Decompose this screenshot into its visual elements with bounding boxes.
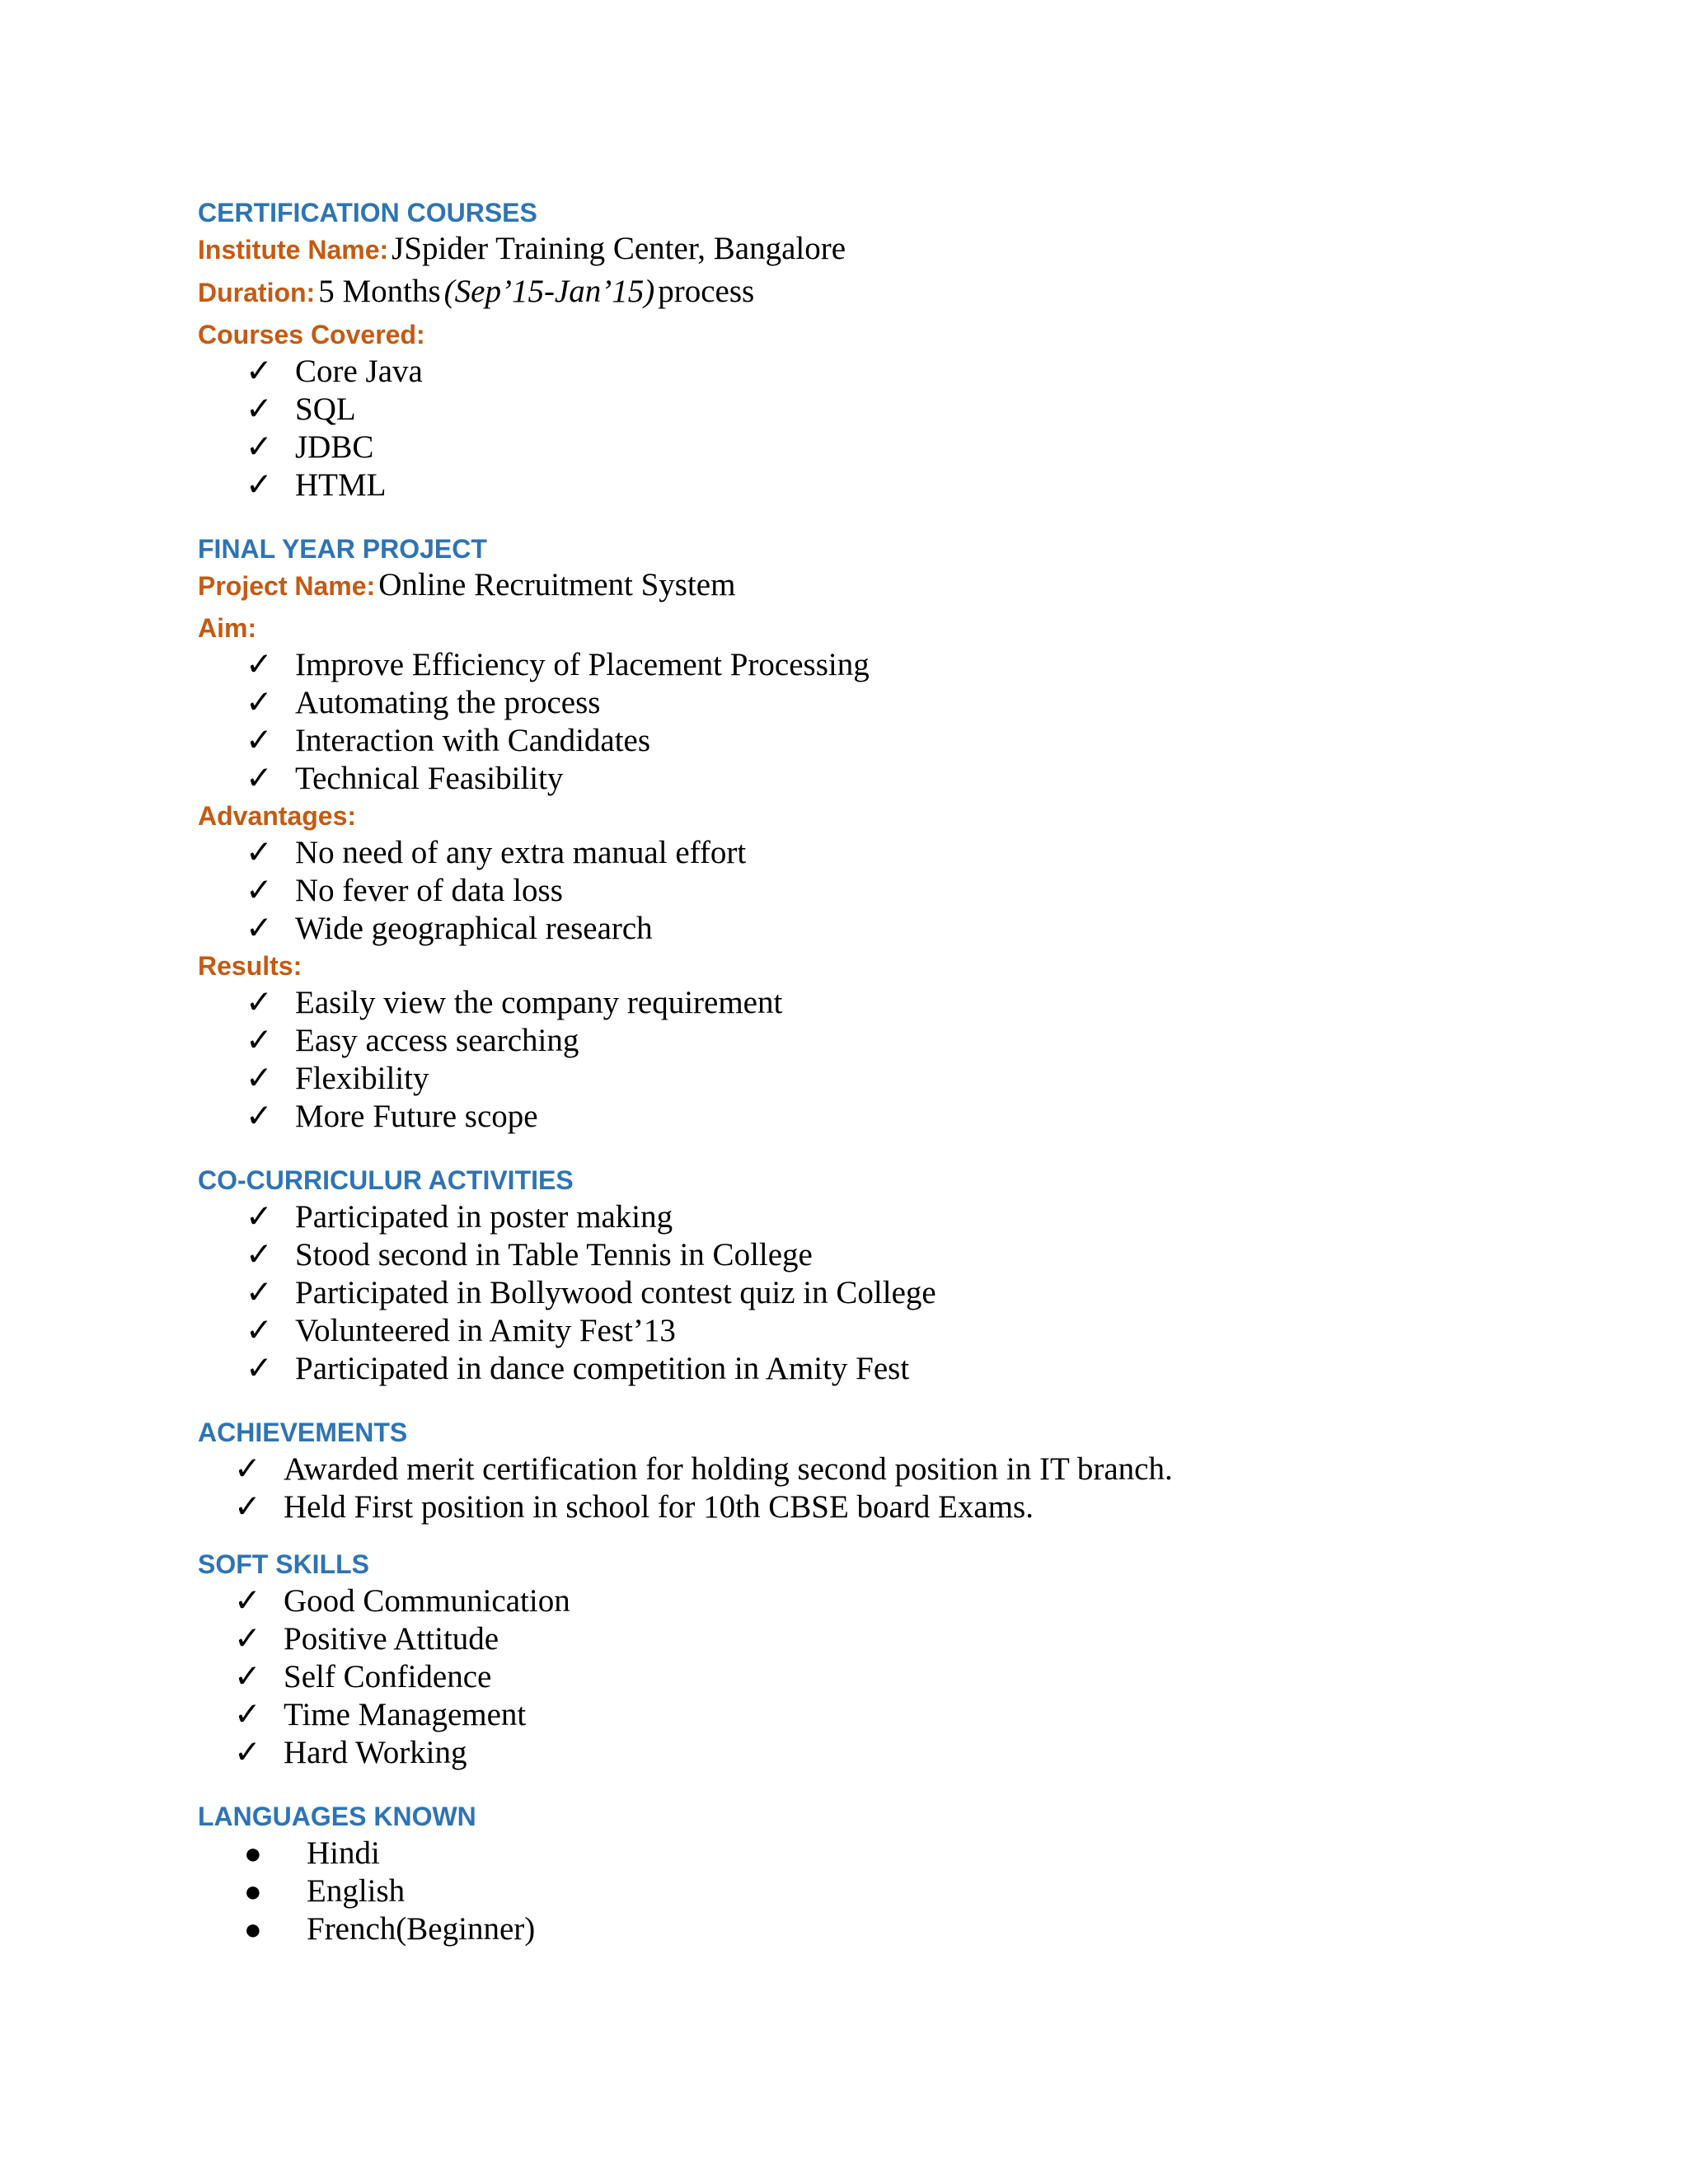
languages-heading: LANGUAGES KNOWN — [198, 1802, 476, 1831]
list-item: ✓ Awarded merit certification for holding second position in IT branch. — [234, 1451, 1173, 1487]
cocurricular-heading: CO-CURRICULUR ACTIVITIES — [198, 1165, 574, 1195]
check-icon: ✓ — [246, 1275, 273, 1310]
check-icon: ✓ — [234, 1451, 261, 1487]
list-item: ✓ No fever of data loss — [246, 873, 563, 908]
institute-label: Institute Name: — [198, 235, 389, 265]
list-item: ✓ JDBC — [246, 429, 374, 465]
achievements-list — [198, 1451, 1533, 1526]
check-icon: ✓ — [246, 467, 273, 503]
advantages-label: Advantages: — [198, 801, 357, 831]
list-item: ✓ Volunteered in Amity Fest’13 — [246, 1313, 676, 1348]
check-icon: ✓ — [246, 1351, 273, 1386]
soft-skills-heading: SOFT SKILLS — [198, 1549, 369, 1579]
check-icon: ✓ — [246, 647, 273, 682]
check-icon: ✓ — [234, 1489, 261, 1525]
aim-label: Aim: — [198, 613, 257, 643]
list-item: ● English — [244, 1873, 406, 1909]
list-item: ✓ Easy access searching — [246, 1023, 579, 1058]
courses-label: Courses Covered: — [198, 320, 425, 349]
check-icon: ✓ — [246, 1237, 273, 1272]
list-item: ✓ Automating the process — [246, 685, 601, 720]
bullet-icon: ● — [244, 1913, 262, 1946]
project-name-field — [198, 567, 1533, 610]
list-item: ● French(Beginner) — [244, 1911, 536, 1947]
check-icon: ✓ — [246, 1061, 273, 1096]
check-icon: ✓ — [234, 1659, 261, 1694]
list-item: ✓ Participated in poster making — [246, 1199, 673, 1235]
check-icon: ✓ — [246, 429, 273, 465]
bullet-icon: ● — [244, 1837, 262, 1870]
check-icon: ✓ — [246, 723, 273, 758]
list-item: ✓ More Future scope — [246, 1099, 538, 1134]
duration-label: Duration: — [198, 278, 316, 307]
list-item: ✓ Good Communication — [234, 1583, 570, 1619]
list-item: ✓ Core Java — [246, 354, 423, 389]
list-item: ✓ Held First position in school for 10th CBSE board Exams. — [234, 1489, 1034, 1525]
bullet-icon: ● — [244, 1875, 262, 1908]
check-icon: ✓ — [246, 1313, 273, 1348]
institute-value: JSpider Training Center, Bangalore — [392, 231, 846, 266]
list-item: ✓ Participated in Bollywood contest quiz in College — [246, 1275, 936, 1310]
check-icon: ✓ — [246, 391, 273, 427]
check-icon: ✓ — [234, 1697, 261, 1732]
list-item: ✓ No need of any extra manual effort — [246, 835, 747, 870]
list-item: ✓ Hard Working — [234, 1735, 467, 1770]
list-item: ✓ Wide geographical research — [246, 911, 653, 946]
list-item: ✓ Stood second in Table Tennis in College — [246, 1237, 813, 1272]
check-icon: ✓ — [246, 873, 273, 908]
list-item: ✓ Easily view the company requirement — [246, 985, 783, 1020]
cocurricular-list — [198, 1198, 1533, 1388]
courses-list — [198, 353, 1533, 504]
list-item: ✓ Technical Feasibility — [246, 761, 564, 796]
list-item: ✓ Participated in dance competition in Amity Fest — [246, 1351, 910, 1386]
list-item: ✓ SQL — [246, 391, 356, 427]
list-item: ✓ Time Management — [234, 1697, 527, 1732]
project-heading: FINAL YEAR PROJECT — [198, 534, 487, 564]
institute-field — [198, 231, 1533, 274]
soft-skills-list — [198, 1582, 1533, 1772]
project-name-label: Project Name: — [198, 571, 376, 601]
check-icon: ✓ — [246, 354, 273, 389]
list-item: ● Hindi — [244, 1835, 380, 1871]
list-item: ✓ Interaction with Candidates — [246, 723, 651, 758]
list-item: ✓ Improve Efficiency of Placement Processing — [246, 647, 870, 682]
check-icon: ✓ — [246, 985, 273, 1020]
results-list — [198, 984, 1533, 1136]
check-icon: ✓ — [234, 1583, 261, 1619]
languages-list — [198, 1835, 1533, 1948]
duration-period: (Sep’15-Jan’15) — [443, 274, 655, 309]
achievements-heading: ACHIEVEMENTS — [198, 1418, 408, 1447]
check-icon: ✓ — [246, 911, 273, 946]
certification-heading: CERTIFICATION COURSES — [198, 198, 537, 227]
check-icon: ✓ — [246, 1023, 273, 1058]
list-item: ✓ Positive Attitude — [234, 1621, 499, 1657]
check-icon: ✓ — [234, 1735, 261, 1770]
duration-field — [198, 274, 1533, 316]
check-icon: ✓ — [246, 835, 273, 870]
project-name-value: Online Recruitment System — [378, 567, 736, 602]
check-icon: ✓ — [246, 761, 273, 796]
duration-suffix: process — [658, 274, 755, 309]
check-icon: ✓ — [246, 1099, 273, 1134]
list-item: ✓ HTML — [246, 467, 387, 503]
check-icon: ✓ — [246, 1199, 273, 1235]
list-item: ✓ Self Confidence — [234, 1659, 492, 1694]
check-icon: ✓ — [246, 685, 273, 720]
duration-value: 5 Months — [318, 274, 441, 309]
advantages-list — [198, 834, 1533, 948]
results-label: Results: — [198, 951, 302, 981]
resume-page — [198, 194, 1533, 1948]
list-item: ✓ Flexibility — [246, 1061, 429, 1096]
check-icon: ✓ — [234, 1621, 261, 1657]
aim-list — [198, 646, 1533, 798]
